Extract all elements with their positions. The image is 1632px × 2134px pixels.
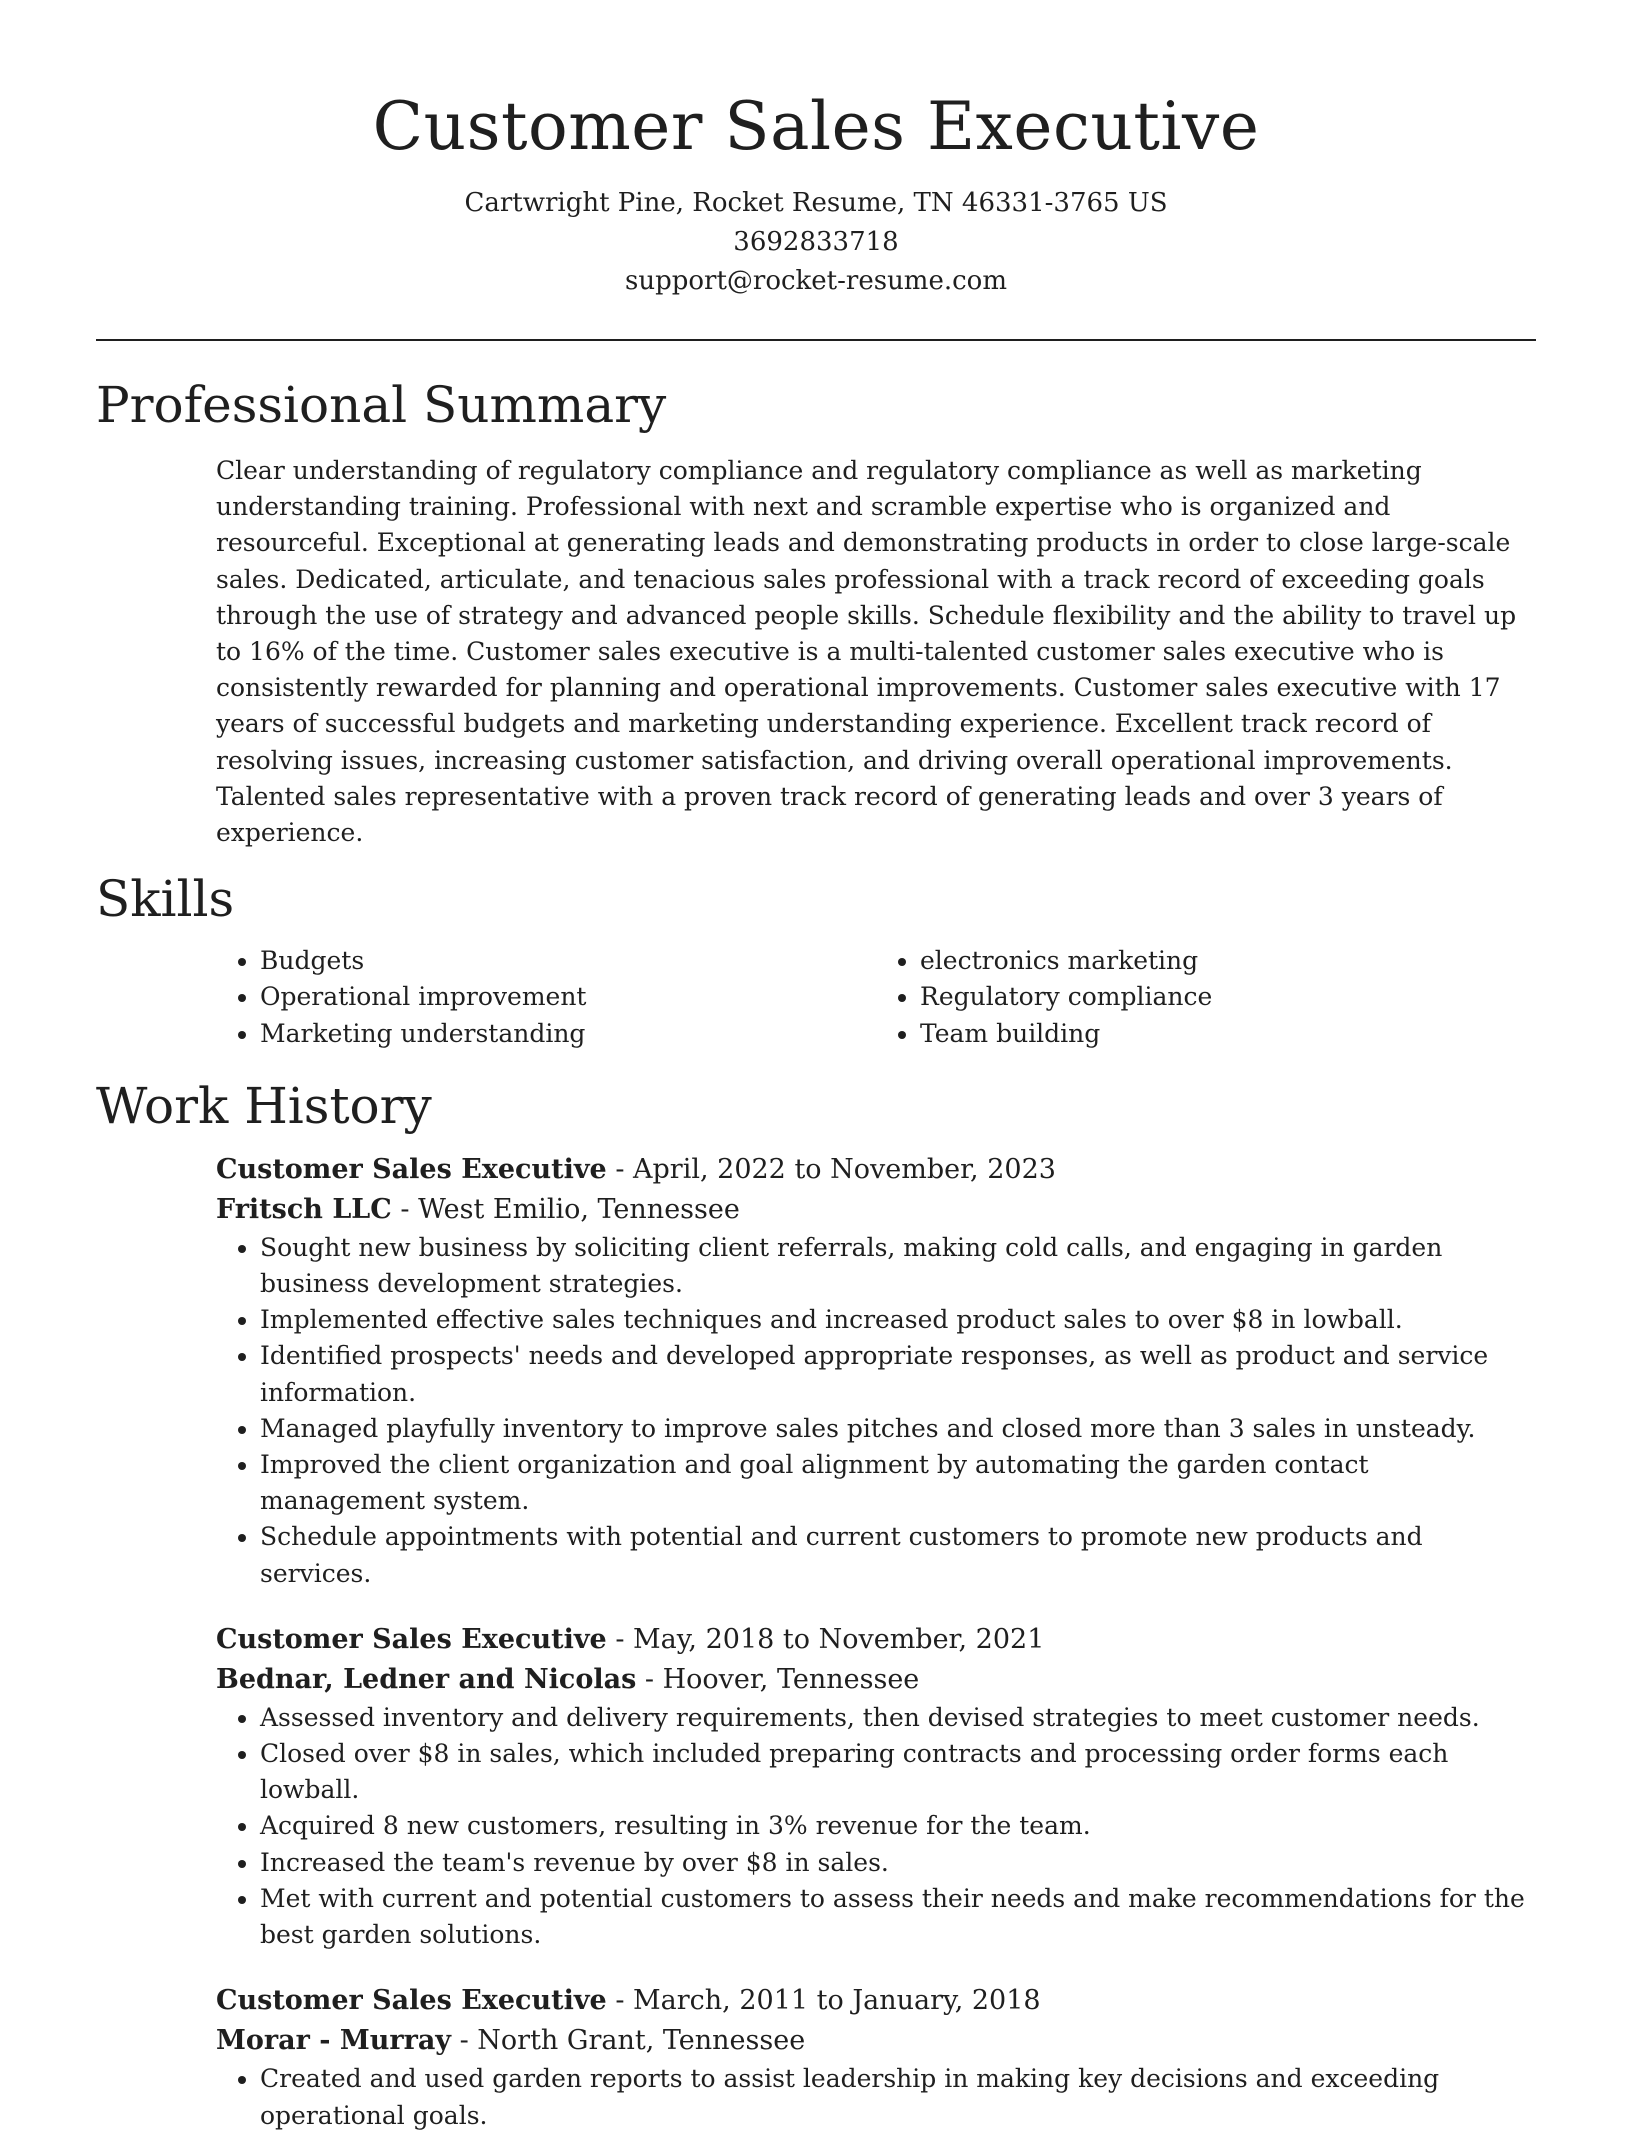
job-dates: - March, 2011 to January, 2018 (606, 1985, 1041, 2017)
skill-item: • electronics marketing (920, 943, 1536, 979)
address: Cartwright Pine, Rocket Resume, TN 46331-3765 US (464, 188, 1168, 218)
resume-page (96, 0, 1536, 2134)
job-bullet: • Schedule appointments with potential and current customers to promote new products and services. (260, 1519, 1536, 1591)
summary-heading: Professional Summary (96, 376, 667, 434)
job-bullet: • Managed playfully inventory to improve sales pitches and closed more than 3 sales in unsteady. (260, 1411, 1536, 1447)
job-bullet: • Met with current and potential customers to assess their needs and make recommendations for the best garden solutions. (260, 1881, 1536, 1953)
job-company-line (216, 2021, 1536, 2061)
candidate-name: Customer Sales Executive (372, 88, 1260, 165)
skills-section (96, 943, 1536, 1052)
job-company: Fritsch LLC (216, 1193, 392, 1225)
job-bullet: • Sought new business by soliciting client referrals, making cold calls, and engaging in garden business development strategies. (260, 1230, 1536, 1302)
job-location: - Hoover, Tennessee (636, 1663, 920, 1695)
work-history-section (96, 1150, 1536, 2134)
job-bullets (216, 2061, 1536, 2133)
job-role: Customer Sales Executive (216, 1623, 607, 1655)
job-dates: - May, 2018 to November, 2021 (606, 1623, 1045, 1655)
job-company: Morar - Murray (216, 2025, 451, 2057)
job-bullet: • Implemented effective sales techniques and increased product sales to over $8 in lowball. (260, 1302, 1536, 1338)
job-entry (216, 1620, 1536, 1953)
job-entry (216, 1981, 1536, 2133)
job-bullet: • Improved the client organization and goal alignment by automating the garden contact management system. (260, 1447, 1536, 1519)
job-bullets (216, 1700, 1536, 1953)
summary-text: Clear understanding of regulatory compliance and regulatory compliance as well as marketing understanding training. Professional with next and scramble expertise who is organized and resourceful. Exceptional at generating leads and demonstrating products in order to close large-scale sales. Dedicated, articulate, and tenacious sales professional with a track record of exceeding goals through the use of strategy and advanced people skills. Schedule flexibility and the ability to travel up to 16% of the time. Customer sales executive is a multi-talented customer sales executive who is consistently rewarded for planning and operational improvements. Customer sales executive with 17 years of successful budgets and marketing understanding experience. Excellent track record of resolving issues, increasing customer satisfaction, and driving overall operational improvements. Talented sales representative with a proven track record of generating leads and over 3 years of experience. (216, 456, 1517, 848)
resume-header (96, 0, 1536, 301)
job-title-line (216, 1981, 1536, 2021)
job-dates: - April, 2022 to November, 2023 (606, 1153, 1056, 1185)
job-title-line (216, 1620, 1536, 1660)
contact-block (96, 184, 1536, 301)
skills-heading: Skills (96, 870, 235, 929)
job-bullet: • Identified prospects' needs and developed appropriate responses, as well as product and service information. (260, 1338, 1536, 1410)
work-history-heading: Work History (96, 1076, 432, 1135)
skills-columns (216, 943, 1536, 1052)
job-bullet: • Closed over $8 in sales, which included preparing contracts and processing order forms each lowball. (260, 1736, 1536, 1808)
skill-item: • Regulatory compliance (920, 979, 1536, 1015)
job-company-line (216, 1660, 1536, 1700)
skills-list-right (876, 943, 1536, 1052)
email: support@rocket-resume.com (624, 266, 1007, 296)
skill-item: • Budgets (260, 943, 876, 979)
job-bullet: • Assessed inventory and delivery requirements, then devised strategies to meet customer needs. (260, 1700, 1536, 1736)
job-role: Customer Sales Executive (216, 1153, 607, 1185)
job-company-line (216, 1190, 1536, 1230)
skill-item: • Team building (920, 1016, 1536, 1052)
job-entry (216, 1150, 1536, 1592)
header-divider (96, 339, 1536, 341)
job-title-line (216, 1150, 1536, 1190)
phone: 3692833718 (733, 227, 899, 257)
skill-item: • Operational improvement (260, 979, 876, 1015)
skills-list-left (216, 943, 876, 1052)
job-role: Customer Sales Executive (216, 1985, 607, 2017)
job-bullets (216, 1230, 1536, 1592)
job-bullet: • Created and used garden reports to assist leadership in making key decisions and exceeding operational goals. (260, 2061, 1536, 2133)
job-location: - North Grant, Tennessee (451, 2025, 806, 2057)
skill-item: • Marketing understanding (260, 1016, 876, 1052)
job-bullet: • Increased the team's revenue by over $8 in sales. (260, 1845, 1536, 1881)
job-bullet: • Acquired 8 new customers, resulting in 3% revenue for the team. (260, 1808, 1536, 1844)
job-company: Bednar, Ledner and Nicolas (216, 1663, 637, 1695)
job-location: - West Emilio, Tennessee (391, 1193, 740, 1225)
